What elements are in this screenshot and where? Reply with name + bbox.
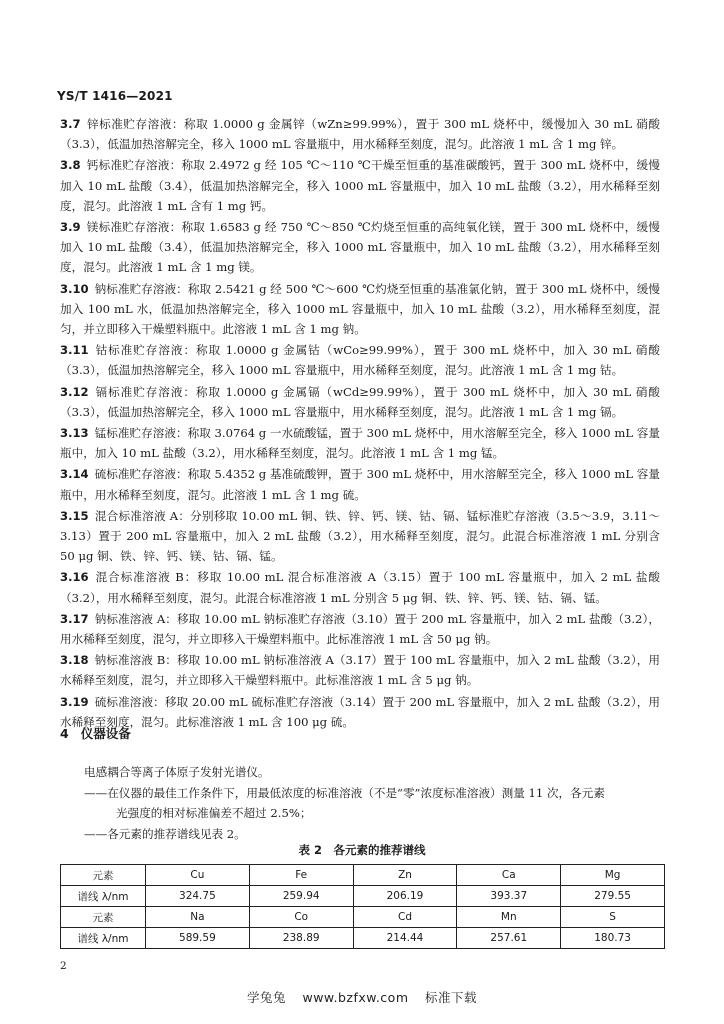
- line-cell: 238.89: [249, 928, 353, 949]
- clause-text: 钙标准贮存溶液：称取 2.4972 g 经 105 ℃～110 ℃干燥至恒重的基准碳酸钙，置于 300 mL 烧杯中，缓慢加入 10 mL 盐酸（3.4），低温加热溶解完全，移入 1000 mL 容量瓶中，加入 10 mL 盐酸（3.2），用水稀释至刻度，混匀。此溶液 1 mL 含有 1 mg 钙。: [60, 158, 660, 213]
- watermark-footer: [0, 988, 724, 1006]
- line-cell: 257.61: [457, 928, 561, 949]
- row-label: 谱线 λ/nm: [61, 928, 146, 949]
- clause-3-18: [60, 650, 660, 690]
- element-cell: Mn: [457, 907, 561, 928]
- requirement-item-1-cont: 光强度的相对标准偏差不超过 2.5%；: [116, 806, 312, 820]
- element-cell: Cd: [353, 907, 457, 928]
- clause-number: 3.10: [60, 281, 89, 296]
- clause-text: 钴标准贮存溶液：称取 1.0000 g 金属钴（wCo≥99.99%），置于 300 mL 烧杯中，加入 30 mL 硝酸（3.3），低温加热溶解完全，移入 1000 mL 容量瓶中，用水稀释至刻度，混匀。此溶液 1 mL 含 1 mg 钴。: [60, 343, 660, 378]
- footer-url[interactable]: www.bzfxw.com: [302, 990, 409, 1005]
- spectral-lines-table: [60, 864, 665, 949]
- element-cell: Mg: [561, 865, 665, 886]
- section-4-heading: [60, 724, 131, 742]
- row-label: 谱线 λ/nm: [61, 886, 146, 907]
- line-cell: 259.94: [249, 886, 353, 907]
- clause-number: 3.15: [60, 508, 89, 523]
- table-row: [61, 865, 665, 886]
- footer-tagline: 标准下载: [425, 990, 478, 1005]
- clause-3-11: [60, 340, 660, 380]
- clause-number: 3.16: [60, 570, 89, 585]
- clause-text: 镁标准贮存溶液：称取 1.6583 g 经 750 ℃～850 ℃灼烧至恒重的高纯氧化镁，置于 300 mL 烧杯中，缓慢加入 10 mL 盐酸（3.4），低温加热溶解完全，移入 1000 mL 容量瓶中，加入 10 mL 盐酸（3.2），用水稀释至刻度，混匀。此溶液 1 mL 含 1 mg 镁。: [60, 220, 660, 275]
- clause-3-17: [60, 609, 660, 649]
- clause-text: 锌标准贮存溶液：称取 1.0000 g 金属锌（wZn≥99.99%），置于 300 mL 烧杯中，缓慢加入 30 mL 硝酸（3.3），低温加热溶解完全，移入 1000 mL 容量瓶中，用水稀释至刻度，混匀。此溶液 1 mL 含 1 mg 锌。: [60, 117, 660, 152]
- line-cell: 206.19: [353, 886, 457, 907]
- clause-3-7: [60, 114, 660, 154]
- element-cell: Na: [146, 907, 250, 928]
- clause-text: 钠标准贮存溶液：称取 2.5421 g 经 500 ℃～600 ℃灼烧至恒重的基准氯化钠，置于 300 mL 烧杯中，缓慢加入 100 mL 水，低温加热溶解完全，移入 1000 mL 容量瓶中，加入 10 mL 盐酸（3.2），用水稀释至刻度，混匀，并立即移入干燥塑料瓶中。此溶液 1 mL 含 1 mg 钠。: [60, 281, 660, 337]
- element-cell: Fe: [249, 865, 353, 886]
- requirement-item-2: ——各元素的推荐谱线见表 2。: [84, 826, 246, 841]
- clause-3-9: [60, 217, 660, 278]
- instrument-intro: 电感耦合等离子体原子发射光谱仪。: [84, 765, 270, 779]
- line-cell: 180.73: [561, 928, 665, 949]
- clause-3-19: [60, 692, 660, 732]
- footer-site-name: 学兔兔: [246, 990, 286, 1005]
- section-number: 4: [60, 726, 69, 741]
- line-cell: 589.59: [146, 928, 250, 949]
- table-row: [61, 907, 665, 928]
- requirement-item-1: ——在仪器的最佳工作条件下，用最低浓度的标准溶液（不是“零”浓度标准溶液）测量 11 次，各元素: [84, 785, 605, 800]
- clause-number: 3.13: [60, 426, 89, 441]
- document-body: [60, 114, 660, 733]
- clause-number: 3.19: [60, 694, 89, 709]
- clause-text: 硫标准溶液：移取 20.00 mL 硫标准贮存溶液（3.14）置于 200 mL 容量瓶中，加入 2 mL 盐酸（3.2），用水稀释至刻度，混匀。此标准溶液 1 mL 含 100 μg 硫。: [60, 694, 660, 729]
- clause-number: 3.17: [60, 611, 89, 626]
- table-caption: 表 2 各元素的推荐谱线: [298, 843, 426, 857]
- clause-text: 钠标准溶液 B：移取 10.00 mL 钠标准溶液 A（3.17）置于 100 mL 容量瓶中，加入 2 mL 盐酸（3.2），用水稀释至刻度，混匀，并立即移入干燥塑料瓶中。此标准溶液 1 mL 含 5 μg 钠。: [60, 653, 660, 688]
- clause-text: 硫标准贮存溶液：称取 5.4352 g 基准硫酸钾，置于 300 mL 烧杯中，用水溶解至完全，移入 1000 mL 容量瓶中，用水稀释至刻度，混匀。此溶液 1 mL 含 1 mg 硫。: [60, 467, 660, 502]
- element-cell: Ca: [457, 865, 561, 886]
- clause-3-8: [60, 155, 660, 216]
- line-cell: 393.37: [457, 886, 561, 907]
- page-number: 2: [60, 960, 67, 972]
- clause-text: 锰标准贮存溶液：称取 3.0764 g 一水硫酸锰，置于 300 mL 烧杯中，用水溶解至完全，移入 1000 mL 容量瓶中，加入 10 mL 盐酸（3.2），用水稀释至刻度，混匀。此溶液 1 mL 含 1 mg 锰。: [60, 426, 660, 461]
- instrument-description: [84, 762, 664, 844]
- table-row: [61, 886, 665, 907]
- element-cell: Cu: [146, 865, 250, 886]
- clause-text: 混合标准溶液 B：移取 10.00 mL 混合标准溶液 A（3.15）置于 100 mL 容量瓶中，加入 2 mL 盐酸（3.2），用水稀释至刻度，混匀。此混合标准溶液 1 mL 分别含 5 μg 铜、铁、锌、钙、镁、钴、镉、锰。: [60, 570, 660, 605]
- table-row: [61, 928, 665, 949]
- clause-number: 3.14: [60, 467, 89, 482]
- standard-code-header: YS/T 1416—2021: [57, 89, 173, 103]
- clause-number: 3.7: [60, 117, 81, 131]
- clause-3-10: [60, 279, 660, 340]
- line-cell: 279.55: [561, 886, 665, 907]
- clause-text: 钠标准溶液 A：移取 10.00 mL 钠标准贮存溶液（3.10）置于 200 mL 容量瓶中，加入 2 mL 盐酸（3.2），用水稀释至刻度，混匀，并立即移入干燥塑料瓶中。此标准溶液 1 mL 含 50 μg 钠。: [60, 611, 660, 647]
- line-cell: 214.44: [353, 928, 457, 949]
- line-cell: 324.75: [146, 886, 250, 907]
- clause-text: 镉标准贮存溶液：称取 1.0000 g 金属镉（wCd≥99.99%），置于 300 mL 烧杯中，加入 30 mL 硝酸（3.3），低温加热溶解完全，移入 1000 mL 容量瓶中，用水稀释至刻度，混匀。此溶液 1 mL 含 1 mg 镉。: [60, 384, 660, 419]
- clause-3-14: [60, 464, 660, 504]
- row-label: 元素: [61, 907, 146, 928]
- clause-number: 3.9: [60, 220, 81, 235]
- clause-number: 3.8: [60, 158, 81, 173]
- clause-3-16: [60, 567, 660, 607]
- element-cell: S: [561, 907, 665, 928]
- clause-number: 3.11: [60, 343, 89, 358]
- clause-3-15: [60, 506, 660, 567]
- clause-text: 混合标准溶液 A：分别移取 10.00 mL 铜、铁、锌、钙、镁、钴、镉、锰标准贮存溶液（3.5～3.9，3.11～3.13）置于 200 mL 容量瓶中，加入 2 mL 盐酸（3.2），用水稀释至刻度，混匀。此混合标准溶液 1 mL 分别含 50 μg 铜、铁、锌、钙、镁、钴、镉、锰。: [60, 508, 660, 564]
- clause-3-12: [60, 382, 660, 422]
- clause-number: 3.12: [60, 384, 89, 399]
- element-cell: Zn: [353, 865, 457, 886]
- section-title: 仪器设备: [80, 726, 131, 741]
- clause-number: 3.18: [60, 653, 89, 668]
- clause-3-13: [60, 423, 660, 463]
- element-cell: Co: [249, 907, 353, 928]
- row-label: 元素: [61, 865, 146, 886]
